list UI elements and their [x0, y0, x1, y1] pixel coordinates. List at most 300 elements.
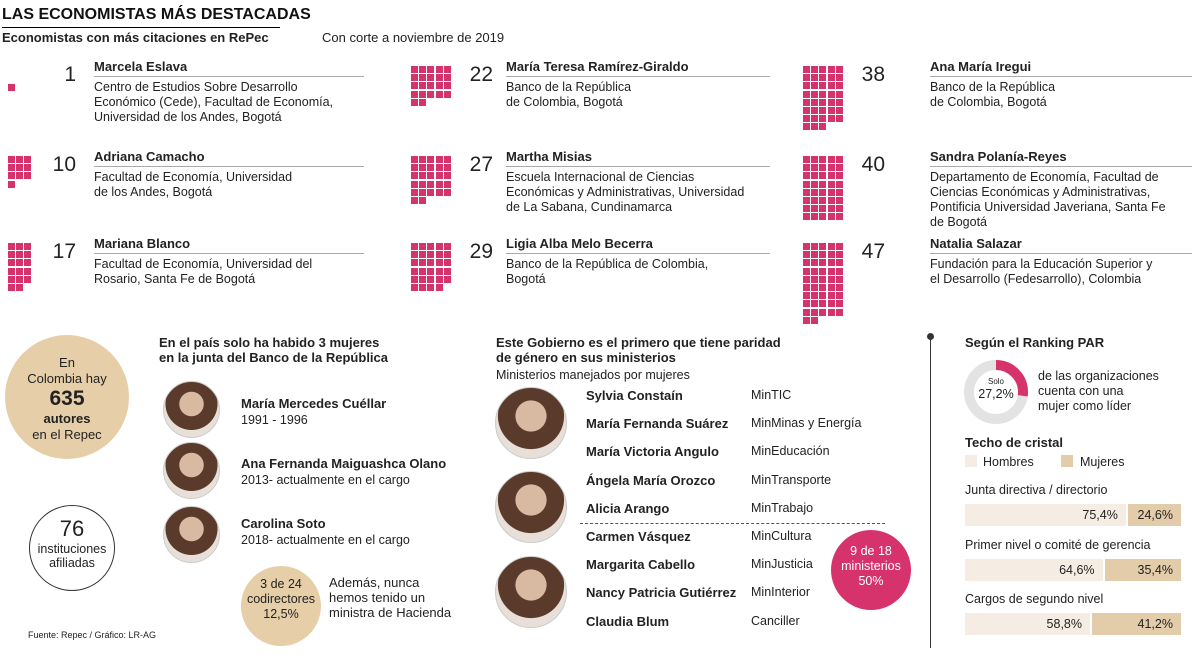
waffle-cell: [803, 107, 810, 114]
minister-name-4: Ángela María Orozco: [586, 473, 716, 488]
donut-value: 27,2%: [978, 387, 1014, 401]
economist-name-8: Sandra Polanía-Reyes: [930, 149, 1192, 167]
badge-line3: 50%: [858, 574, 884, 588]
waffle-cell: [427, 66, 434, 73]
waffle-cell: [419, 268, 426, 275]
waffle-cell: [836, 268, 843, 275]
waffle-cell: [811, 309, 818, 316]
waffle-cell: [836, 276, 843, 283]
donut-small: Solo: [987, 377, 1004, 386]
waffle-cell: [836, 259, 843, 266]
minister-separator: [580, 523, 885, 524]
bar-label-1: Junta directiva / directorio: [965, 483, 1108, 497]
economist-inst-9: [930, 257, 1152, 287]
waffle-cell: [819, 251, 826, 258]
waffle-cell: [803, 66, 810, 73]
economist-name-3: Mariana Blanco: [94, 236, 364, 254]
par-desc: [1038, 369, 1159, 414]
rank-9: 47: [861, 240, 885, 263]
avatar-minister-2: [495, 471, 567, 543]
waffle-cell: [803, 99, 810, 106]
banco-heading-2: en la junta del Banco de la República: [159, 350, 388, 365]
waffle-cell: [803, 292, 810, 299]
inst-line: Banco de la República de Colombia,: [506, 257, 709, 271]
economist-inst-1: [94, 80, 333, 125]
waffle-cell: [8, 181, 15, 188]
waffle-cell: [419, 284, 426, 291]
waffle-cell: [803, 164, 810, 171]
waffle-cell: [803, 74, 810, 81]
waffle-cell: [836, 189, 843, 196]
waffle-cell: [811, 181, 818, 188]
rank-4: 22: [469, 63, 493, 86]
waffle-cell: [8, 243, 15, 250]
member-name-1: María Mercedes Cuéllar: [241, 396, 387, 411]
waffle-cell: [803, 82, 810, 89]
economist-inst-4: [506, 80, 631, 110]
waffle-cell: [811, 156, 818, 163]
waffle-cell: [411, 268, 418, 275]
waffle-cell: [436, 74, 443, 81]
repec-line3: autores: [43, 411, 91, 426]
waffle-cell: [427, 181, 434, 188]
waffle-cell: [411, 99, 418, 106]
minister-name-5: Alicia Arango: [586, 501, 670, 516]
inst-line: Bogotá: [506, 272, 546, 286]
waffle-cell: [828, 164, 835, 171]
waffle-cell: [803, 243, 810, 250]
waffle-cell: [828, 181, 835, 188]
par-divider-dot: [927, 333, 934, 340]
waffle-cell: [811, 172, 818, 179]
waffle-cell: [803, 251, 810, 258]
codir-line1: 3 de 24: [260, 577, 302, 591]
waffle-cell: [803, 317, 810, 324]
waffle-cell: [411, 251, 418, 258]
inst-line: Banco de la República: [930, 80, 1056, 94]
inst-line: Escuela Internacional de Ciencias: [506, 170, 695, 184]
waffle-cell: [828, 172, 835, 179]
inst-line: de Colombia, Bogotá: [930, 95, 1047, 109]
waffle-cell: [803, 205, 810, 212]
gob-heading-1: Este Gobierno es el primero que tiene paridad: [496, 335, 781, 350]
waffle-cell: [811, 259, 818, 266]
waffle-cell: [819, 123, 826, 130]
waffle-cell: [24, 172, 31, 179]
inst-line: Económicas y Administrativas, Universidad: [506, 185, 745, 199]
waffle-cell: [436, 189, 443, 196]
bar-hombres: 75,4%: [965, 504, 1126, 526]
waffle-cell: [828, 115, 835, 122]
waffle-cell: [24, 164, 31, 171]
waffle-cell: [819, 268, 826, 275]
waffle-cell: [803, 309, 810, 316]
waffle-cell: [16, 276, 23, 283]
inst-line: de Bogotá: [930, 215, 987, 229]
inst-line: Rosario, Santa Fe de Bogotá: [94, 272, 256, 286]
waffle-cell: [8, 259, 15, 266]
waffle-cell: [444, 181, 451, 188]
waffle-cell: [436, 172, 443, 179]
minister-dep-2: MinMinas y Energía: [751, 416, 862, 430]
waffle-cell: [436, 259, 443, 266]
waffle-cell: [427, 172, 434, 179]
waffle-cell: [411, 189, 418, 196]
waffle-cell: [836, 251, 843, 258]
bar-3: [965, 613, 1181, 635]
waffle-cell: [828, 189, 835, 196]
waffle-cell: [803, 123, 810, 130]
waffle-cell: [819, 205, 826, 212]
minister-dep-3: MinEducación: [751, 444, 830, 458]
codir-line3: 12,5%: [263, 607, 299, 621]
par-heading: Según el Ranking PAR: [965, 335, 1105, 350]
waffle-cell: [811, 300, 818, 307]
legend-mujeres-swatch: [1061, 455, 1073, 467]
avatar-cuellar: [163, 381, 220, 438]
minister-dep-6: MinCultura: [751, 529, 812, 543]
waffle-cell: [819, 309, 826, 316]
waffle-cell: [436, 91, 443, 98]
waffle-cell: [8, 156, 15, 163]
waffle-cell: [819, 197, 826, 204]
waffle-cell: [819, 243, 826, 250]
member-years-1: 1991 - 1996: [241, 413, 308, 427]
waffle-cell: [24, 156, 31, 163]
bar-1: [965, 504, 1181, 526]
waffle-cell: [444, 259, 451, 266]
waffle-cell: [836, 66, 843, 73]
waffle-cell: [436, 268, 443, 275]
waffle-cell: [24, 251, 31, 258]
waffle-cell: [419, 172, 426, 179]
waffle-cell: [411, 164, 418, 171]
par-desc-1: de las organizaciones: [1038, 369, 1159, 383]
member-years-3: 2018- actualmente en el cargo: [241, 533, 410, 547]
waffle-cell: [8, 84, 15, 91]
waffle-cell: [419, 156, 426, 163]
waffle-cell: [411, 276, 418, 283]
economist-name-7: Ana María Iregui: [930, 59, 1192, 77]
waffle-cell: [836, 172, 843, 179]
economist-inst-2: [94, 170, 292, 200]
waffle-cell: [427, 74, 434, 81]
waffle-cell: [24, 268, 31, 275]
waffle-cell: [836, 115, 843, 122]
waffle-cell: [444, 66, 451, 73]
waffle-cell: [16, 172, 23, 179]
waffle-cell: [427, 243, 434, 250]
cutoff-note: Con corte a noviembre de 2019: [322, 30, 505, 45]
economist-inst-6: [506, 257, 708, 287]
rank-8: 40: [861, 153, 885, 176]
minister-name-6: Carmen Vásquez: [586, 529, 691, 544]
codir-line2: codirectores: [246, 592, 316, 606]
inst-line: Departamento de Economía, Facultad de: [930, 170, 1159, 184]
waffle-cell: [828, 66, 835, 73]
inst-line: de Colombia, Bogotá: [506, 95, 623, 109]
ministerios-badge: [831, 530, 911, 610]
economist-name-4: María Teresa Ramírez-Giraldo: [506, 59, 770, 77]
waffle-cell: [411, 74, 418, 81]
waffle-cell: [828, 213, 835, 220]
rank-2: 10: [52, 153, 76, 176]
minister-dep-9: Canciller: [751, 614, 800, 628]
waffle-cell: [436, 284, 443, 291]
bar-label-3: Cargos de segundo nivel: [965, 592, 1104, 606]
waffle-cell: [803, 91, 810, 98]
minister-name-3: María Victoria Angulo: [586, 444, 719, 459]
economist-name-9: Natalia Salazar: [930, 236, 1192, 254]
member-years-2: 2013- actualmente en el cargo: [241, 473, 410, 487]
waffle-cell: [836, 107, 843, 114]
waffle-cell: [16, 259, 23, 266]
minister-name-7: Margarita Cabello: [586, 557, 696, 572]
codirectores-circle: [241, 566, 321, 646]
inst-line: Económico (Cede), Facultad de Economía,: [94, 95, 334, 109]
waffle-cell: [836, 292, 843, 299]
waffle-cell: [811, 197, 818, 204]
minister-dep-4: MinTransporte: [751, 473, 832, 487]
waffle-cell: [828, 82, 835, 89]
waffle-cell: [427, 91, 434, 98]
minister-name-8: Nancy Patricia Gutiérrez: [586, 585, 737, 600]
inst-line: Facultad de Economía, Universidad: [94, 170, 293, 184]
waffle-cell: [803, 189, 810, 196]
waffle-cell: [419, 91, 426, 98]
waffle-cell: [828, 205, 835, 212]
waffle-cell: [819, 292, 826, 299]
waffle-cell: [811, 284, 818, 291]
inst-line: Centro de Estudios Sobre Desarrollo: [94, 80, 298, 94]
rank-1: 1: [64, 63, 76, 86]
waffle-cell: [836, 213, 843, 220]
note-line2: hemos tenido un: [329, 590, 426, 605]
badge-line2: ministerios: [841, 559, 901, 573]
economist-inst-5: [506, 170, 744, 215]
banco-heading-1: En el país solo ha habido 3 mujeres: [159, 335, 380, 350]
waffle-cell: [419, 74, 426, 81]
institutions-circle: [29, 505, 115, 591]
waffle-cell: [836, 82, 843, 89]
waffle-cell: [16, 164, 23, 171]
waffle-cell: [419, 197, 426, 204]
bar-mujeres: 35,4%: [1105, 559, 1181, 581]
waffle-cell: [427, 276, 434, 283]
repec-circle: [5, 335, 129, 459]
waffle-cell: [436, 156, 443, 163]
gob-heading-2: de género en sus ministerios: [496, 350, 676, 365]
legend-hombres: Hombres: [983, 455, 1034, 469]
waffle-cell: [828, 91, 835, 98]
waffle-cell: [811, 74, 818, 81]
waffle-cell: [828, 292, 835, 299]
waffle-cell: [444, 91, 451, 98]
waffle-cell: [411, 181, 418, 188]
rank-7: 38: [861, 63, 885, 86]
waffle-cell: [803, 284, 810, 291]
waffle-cell: [828, 243, 835, 250]
waffle-cell: [811, 123, 818, 130]
waffle-cell: [444, 276, 451, 283]
waffle-cell: [8, 276, 15, 283]
waffle-cell: [836, 205, 843, 212]
economist-inst-3: [94, 257, 312, 287]
waffle-cell: [828, 107, 835, 114]
waffle-cell: [811, 66, 818, 73]
member-name-2: Ana Fernanda Maiguashca Olano: [241, 456, 447, 471]
inst-line: Pontificia Universidad Javeriana, Santa Fe: [930, 200, 1166, 214]
waffle-cell: [411, 82, 418, 89]
waffle-cell: [811, 292, 818, 299]
waffle-cell: [444, 74, 451, 81]
waffle-cell: [16, 251, 23, 258]
inst-line: Universidad de los Andes, Bogotá: [94, 110, 282, 124]
waffle-cell: [811, 164, 818, 171]
waffle-cell: [419, 189, 426, 196]
waffle-cell: [836, 243, 843, 250]
waffle-cell: [419, 164, 426, 171]
waffle-cell: [828, 99, 835, 106]
waffle-cell: [819, 115, 826, 122]
waffle-cell: [836, 284, 843, 291]
inst-line: Ciencias Económicas y Administrativas,: [930, 185, 1151, 199]
inst-line: Fundación para la Educación Superior y: [930, 257, 1153, 271]
waffle-cell: [8, 268, 15, 275]
inst-line: el Desarrollo (Fedesarrollo), Colombia: [930, 272, 1142, 286]
note-line1: Además, nunca: [329, 575, 420, 590]
waffle-cell: [427, 268, 434, 275]
institutions-line2: afiliadas: [49, 556, 95, 570]
waffle-cell: [819, 259, 826, 266]
waffle-cell: [819, 107, 826, 114]
waffle-cell: [16, 156, 23, 163]
bar-mujeres: 24,6%: [1128, 504, 1181, 526]
waffle-cell: [819, 82, 826, 89]
waffle-cell: [819, 164, 826, 171]
waffle-cell: [427, 189, 434, 196]
waffle-cell: [836, 99, 843, 106]
waffle-cell: [811, 243, 818, 250]
minister-dep-1: MinTIC: [751, 388, 792, 402]
waffle-cell: [411, 91, 418, 98]
waffle-cell: [811, 82, 818, 89]
waffle-cell: [828, 156, 835, 163]
waffle-cell: [24, 259, 31, 266]
waffle-cell: [803, 156, 810, 163]
waffle-cell: [16, 243, 23, 250]
waffle-cell: [444, 243, 451, 250]
waffle-cell: [436, 82, 443, 89]
waffle-cell: [427, 156, 434, 163]
rank-3: 17: [52, 240, 76, 263]
waffle-cell: [811, 213, 818, 220]
economist-inst-7: [930, 80, 1055, 110]
waffle-cell: [819, 66, 826, 73]
waffle-cell: [819, 99, 826, 106]
inst-line: Banco de la República: [506, 80, 632, 94]
waffle-cell: [419, 243, 426, 250]
waffle-cell: [811, 251, 818, 258]
waffle-cell: [828, 300, 835, 307]
minister-name-9: Claudia Blum: [586, 614, 670, 629]
avatar-minister-1: [495, 387, 567, 459]
waffle-cell: [8, 172, 15, 179]
waffle-cell: [803, 115, 810, 122]
bar-mujeres: 41,2%: [1092, 613, 1181, 635]
inst-line: de La Sabana, Cundinamarca: [506, 200, 673, 214]
waffle-cell: [444, 156, 451, 163]
inst-line: Facultad de Economía, Universidad del: [94, 257, 313, 271]
waffle-cell: [811, 107, 818, 114]
gob-sub: Ministerios manejados por mujeres: [496, 368, 690, 382]
minister-name-1: Sylvia Constaín: [586, 388, 683, 403]
waffle-cell: [828, 74, 835, 81]
waffle-cell: [419, 181, 426, 188]
member-name-3: Carolina Soto: [241, 516, 326, 531]
economist-name-2: Adriana Camacho: [94, 149, 364, 167]
waffle-cell: [427, 251, 434, 258]
rank-5: 27: [469, 153, 493, 176]
waffle-cell: [828, 284, 835, 291]
institutions-number: 76: [59, 516, 85, 541]
waffle-cell: [811, 189, 818, 196]
waffle-cell: [444, 164, 451, 171]
repec-line4: en el Repec: [32, 427, 102, 442]
waffle-cell: [811, 317, 818, 324]
waffle-cell: [419, 251, 426, 258]
minister-name-2: María Fernanda Suárez: [586, 416, 729, 431]
waffle-cell: [811, 115, 818, 122]
waffle-cell: [444, 268, 451, 275]
repec-line2: Colombia hay: [27, 371, 107, 386]
waffle-cell: [24, 243, 31, 250]
waffle-cell: [411, 284, 418, 291]
waffle-cell: [811, 91, 818, 98]
waffle-cell: [411, 259, 418, 266]
waffle-cell: [803, 276, 810, 283]
waffle-cell: [436, 181, 443, 188]
waffle-cell: [828, 259, 835, 266]
waffle-cell: [411, 156, 418, 163]
waffle-cell: [411, 172, 418, 179]
economist-inst-8: [930, 170, 1166, 230]
waffle-cell: [819, 276, 826, 283]
par-desc-2: cuenta con una: [1038, 384, 1124, 398]
waffle-cell: [419, 66, 426, 73]
bar-2: [965, 559, 1181, 581]
waffle-cell: [803, 300, 810, 307]
waffle-cell: [836, 300, 843, 307]
par-divider: [930, 336, 931, 648]
waffle-cell: [8, 284, 15, 291]
avatar-minister-3: [495, 556, 567, 628]
page-title: LAS ECONOMISTAS MÁS DESTACADAS: [2, 6, 311, 23]
waffle-cell: [8, 251, 15, 258]
waffle-cell: [811, 276, 818, 283]
repec-line1: En: [59, 355, 75, 370]
waffle-cell: [803, 259, 810, 266]
waffle-cell: [419, 99, 426, 106]
waffle-cell: [836, 164, 843, 171]
waffle-cell: [444, 172, 451, 179]
waffle-cell: [836, 197, 843, 204]
waffle-cell: [436, 164, 443, 171]
rank-6: 29: [469, 240, 493, 263]
note-line3: ministra de Hacienda: [329, 605, 452, 620]
repec-number: 635: [49, 387, 85, 410]
waffle-cell: [16, 284, 23, 291]
